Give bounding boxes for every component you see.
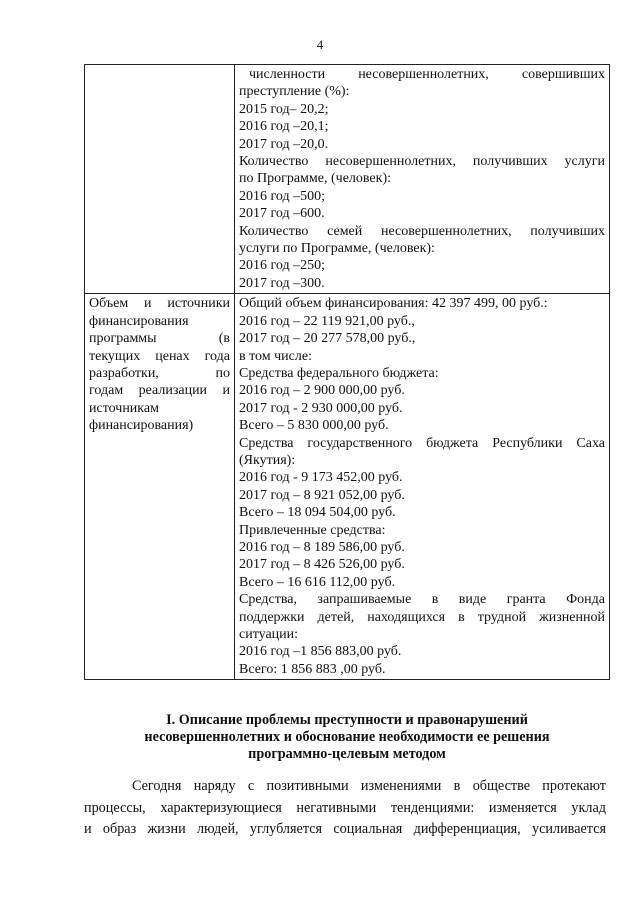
row1-value-cell (235, 65, 610, 294)
program-passport-table (84, 64, 610, 680)
heading-line: I. Описание проблемы преступности и правонарушений (166, 712, 528, 728)
row2-value-cell (235, 294, 610, 680)
text-line: 2016 год –250; (239, 258, 326, 274)
text-line: Всего: 1 856 883 ,00 руб. (239, 661, 386, 677)
paragraph-line: Сегодня наряду с позитивными изменениями в обществе протекают (132, 778, 606, 794)
body-paragraph (84, 776, 606, 841)
paragraph-line: и образ жизни людей, углубляется социальная дифференциация, усиливается (84, 821, 606, 837)
text-line: 2015 год– 20,2; (239, 101, 329, 117)
text-line: разработки, по (89, 365, 230, 381)
row2-label-cell (85, 294, 235, 680)
text-line: Всего – 18 094 504,00 руб. (239, 505, 396, 521)
text-line: ситуации: (239, 627, 299, 642)
text-line: 2016 год - 9 173 452,00 руб. (239, 470, 403, 486)
table-row-indicators (85, 65, 610, 294)
text-line: 2017 год - 2 930 000,00 руб. (239, 400, 403, 416)
text-line: 2016 год – 8 189 586,00 руб. (239, 539, 405, 555)
text-line: финансирования (89, 313, 189, 329)
row1-label-cell (85, 65, 235, 294)
text-line: (Якутия): (239, 452, 296, 468)
text-line: 2016 год –500; (239, 188, 326, 204)
text-line: 2016 год – 22 119 921,00 руб., (239, 313, 415, 329)
text-line: источникам (89, 400, 159, 416)
text-line: численности несовершеннолетних, совершивших (249, 67, 605, 82)
page-number: 4 (316, 38, 324, 52)
text-line: 2017 год –300. (239, 275, 325, 291)
text-line: в том числе: (239, 348, 312, 364)
text-line: поддержки детей, находящихся в трудной жизненной (239, 609, 605, 625)
text-line: 2016 год –20,1; (239, 119, 329, 135)
text-line: 2017 год – 8 921 052,00 руб. (239, 487, 405, 503)
text-line: Средства федерального бюджета: (239, 365, 439, 381)
text-line: Количество несовершеннолетних, получивших услуги (239, 154, 605, 170)
text-line: текущих ценах года (89, 348, 230, 364)
text-line: финансирования) (89, 418, 194, 434)
text-line: 2017 год – 8 426 526,00 руб. (239, 557, 405, 573)
text-line: Объем и источники (89, 296, 230, 312)
text-line: 2017 год – 20 277 578,00 руб., (239, 331, 416, 347)
text-line: Привлеченные средства: (239, 522, 386, 538)
text-line: годам реализации и (89, 383, 230, 399)
text-line: Количество семей несовершеннолетних, получивших (239, 223, 605, 239)
text-line: программы (в (89, 331, 230, 347)
text-line: 2017 год –600. (239, 206, 325, 222)
section-heading (84, 712, 610, 763)
text-line: Всего – 16 616 112,00 руб. (239, 574, 396, 590)
table-row-financing (85, 294, 610, 680)
text-line: Средства, запрашиваемые в виде гранта Фонда (239, 592, 605, 608)
text-line: по Программе, (человек): (239, 171, 391, 187)
text-line: Общий объем финансирования: 42 397 499, 00 руб.: (239, 296, 548, 312)
text-line: услуги по Программе, (человек): (239, 241, 435, 257)
heading-line: несовершеннолетних и обоснование необходимости ее решения (144, 729, 550, 745)
text-line: 2016 год –1 856 883,00 руб. (239, 644, 402, 660)
text-line: Всего – 5 830 000,00 руб. (239, 418, 389, 434)
paragraph-line: процессы, характеризующиеся негативными тенденциями: изменяется уклад (84, 799, 606, 816)
heading-line: программно-целевым методом (248, 746, 446, 762)
text-line: 2017 год –20,0. (239, 136, 329, 152)
text-line: Средства государственного бюджета Республики Саха (239, 435, 605, 451)
text-line: 2016 год – 2 900 000,00 руб. (239, 383, 405, 399)
text-line: преступление (%): (239, 84, 350, 100)
